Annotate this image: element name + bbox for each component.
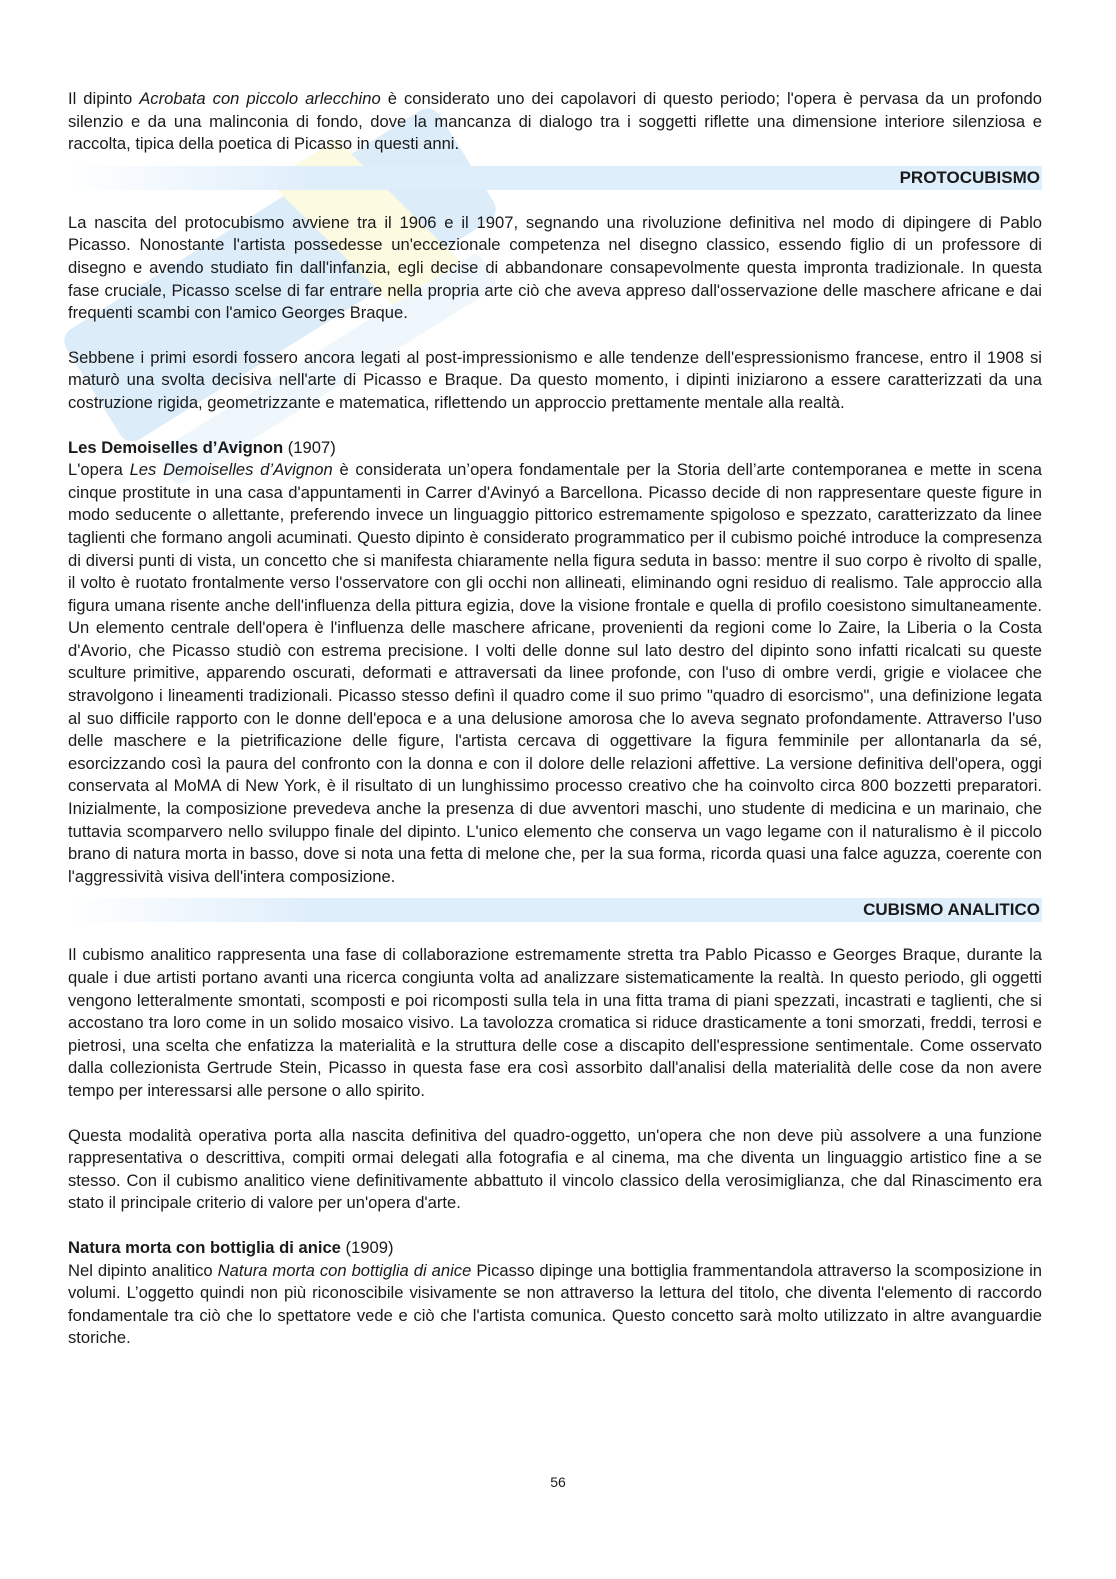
demoiselles-paragraph: L'opera Les Demoiselles d’Avignon è considerata un’opera fondamentale per la Storia dell’arte contemporanea e mette in scena cinque prostitute in una casa d'appuntamenti in Carrer d'Avinyó a Barcellona. Picasso decide di non rappresentare queste figure in modo seducente o allettante, preferendo invece un linguaggio pittorico estremamente spigoloso e spezzato, caratterizzato da linee taglienti che formano angoli acuminati. Questo dipinto è considerato programmatico per il cubismo poiché introduce la compresenza di diversi punti di vista, un concetto che si manifesta chiaramente nella figura seduta in basso: mentre il suo corpo è rivolto di spalle, il volto è ruotato frontalmente verso l'osservatore con gli occhi non allineati, eliminando ogni residuo di realismo. Tale approccio alla figura umana risente anche dell'influenza della pittura egizia, dove la visione frontale e quella di profilo coesistono simultaneamente. Un elemento centrale dell'opera è l'influenza delle maschere africane, provenienti da regioni come lo Zaire, la Liberia o la Costa d'Avorio, che Picasso studiò con estrema precisione. I volti delle donne sul lato destro del dipinto sono infatti ricalcati su queste sculture primitive, apparendo oscurati, deformati e attraversati da linee profonde, con l'uso di ombre verdi, grigie e violacee che stravolgono i lineamenti tradizionali. Picasso stesso definì il quadro come il suo primo "quadro di esorcismo", una definizione legata al suo difficile rapporto con le donne dell'epoca e a una delusione amorosa che lo aveva segnato profondamente. Attraverso l'uso delle maschere e la pietrificazione delle figure, l'artista cercava di oggettivare la figura femminile per allontanarla da sé, esorcizzando così la paura del confronto con la donna e con il dolore delle relazioni affettive. La versione definitiva dell'opera, oggi conservata al MoMA di New York, è il risultato di un lunghissimo processo creativo che ha coinvolto circa 800 bozzetti preparatori. Inizialmente, la composizione prevedeva anche la presenza di due avventori maschi, uno studente di medicina e un marinaio, che tuttavia scomparvero nello sviluppo finale del dipinto. L'unico elemento che conserva un vago legame con il naturalismo è il piccolo brano di natura morta in basso, dove si nota una fetta di melone che, per la sua forma, ricorda quasi una falce aguzza, coerente con l'aggressività visiva dell'intera composizione.: [68, 460, 1042, 886]
section-heading-cubismo-analitico: CUBISMO ANALITICO: [68, 898, 1042, 922]
artwork-title-italic: Natura morta con bottiglia di anice: [217, 1260, 472, 1280]
cubismo-analitico-paragraph-1: Il cubismo analitico rappresenta una fase di collaborazione estremamente stretta tra Pablo Picasso e Georges Braque, durante la quale i due artisti portano avanti una ricerca congiunta volta ad analizzare sistematicamente la realtà. In questo periodo, gli oggetti vengono letteralmente smontati, scomposti e poi ricomposti sulla tela in una fitta trama di piani spezzati, incastrati e taglienti, che si accostano tra loro come in un solido mosaico visivo. La tavolozza cromatica si riduce drasticamente a toni smorzati, freddi, terrosi e pietrosi, una scelta che enfatizza la materialità e la struttura delle cose a discapito dell'espressione sentimentale. Come osservato dalla collezionista Gertrude Stein, Picasso in questa fase era così assorbito dall'analisi della materialità delle cose da non avere tempo per interessarsi alle persone o allo spirito.: [68, 945, 1042, 1100]
artwork-heading-demoiselles: Les Demoiselles d’Avignon (1907): [68, 437, 336, 457]
protocubismo-paragraph-2: Sebbene i primi esordi fossero ancora legati al post-impressionismo e alle tendenze dell'espressionismo francese, entro il 1908 si maturò una svolta decisiva nell'arte di Picasso e Braque. Da questo momento, i dipinti iniziarono a essere caratterizzati da una costruzione rigida, geometrizzante e matematica, riflettendo un approccio prettamente mentale alla realtà.: [68, 347, 1042, 412]
section-heading-protocubismo: PROTOCUBISMO: [68, 166, 1042, 190]
artwork-heading-natura-morta: Natura morta con bottiglia di anice (1909): [68, 1237, 394, 1257]
page-number: 56: [550, 1474, 566, 1490]
natura-morta-paragraph: Nel dipinto analitico Natura morta con bottiglia di anice Picasso dipinge una bottiglia frammentandola attraverso la scomposizione in volumi. L’oggetto quindi non più riconoscibile visivamente se non attraverso la lettura del titolo, che diventa l'elemento di raccordo fondamentale tra ciò che lo spettatore vede e ciò che l'artista comunica. Questo concetto sarà molto utilizzato in altre avanguardie storiche.: [68, 1260, 1042, 1348]
document-page: [68, 88, 1042, 1350]
artwork-title-italic: Acrobata con piccolo arlecchino: [139, 89, 381, 108]
protocubismo-paragraph-1: La nascita del protocubismo avviene tra il 1906 e il 1907, segnando una rivoluzione definitiva nel modo di dipingere di Pablo Picasso. Nonostante l'artista possedesse un'eccezionale competenza nel disegno classico, essendo figlio di un professore di disegno e avendo studiato fin dall'infanzia, egli decise di abbandonare consapevolmente questa impronta tradizionale. In questa fase cruciale, Picasso scelse di far entrare nella propria arte ciò che aveva appreso dall'osservazione delle maschere africane e dai frequenti scambi con l'amico Georges Braque.: [68, 212, 1042, 323]
cubismo-analitico-paragraph-2: Questa modalità operativa porta alla nascita definitiva del quadro-oggetto, un'opera che non deve più assolvere a una funzione rappresentativa o descrittiva, compiti ormai delegati alla fotografia e al cinema, ma che diventa un linguaggio artistico fine a se stesso. Con il cubismo analitico viene definitivamente abbattuto il vincolo classico della verosimiglianza, che dal Rinascimento era stato il principale criterio di valore per un'opera d'arte.: [68, 1125, 1042, 1213]
artwork-title-italic: Les Demoiselles d’Avignon: [129, 460, 333, 480]
intro-paragraph: Il dipinto Acrobata con piccolo arlecchino è considerato uno dei capolavori di questo periodo; l'opera è pervasa da un profondo silenzio e da una malinconia di fondo, dove la mancanza di dialogo tra i soggetti riflette una dimensione interiore silenziosa e raccolta, tipica della poetica di Picasso in questi anni.: [68, 89, 1042, 154]
